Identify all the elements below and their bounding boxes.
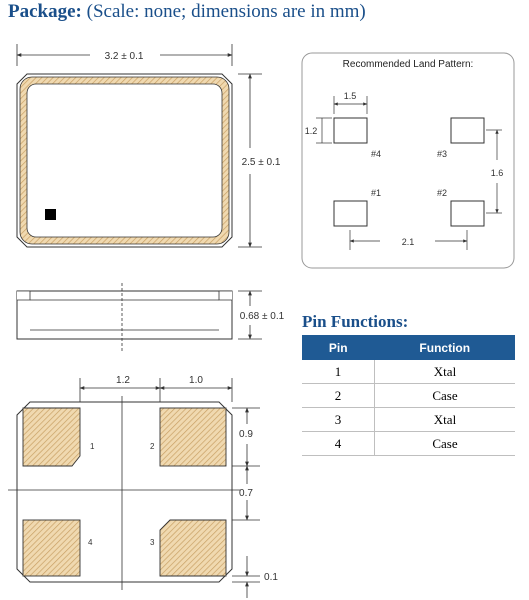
package-label: Package: <box>8 1 82 22</box>
bottom-dim-right: 1.0 <box>189 375 203 386</box>
bottom-dim-edge: 0.1 <box>264 572 278 583</box>
pin-function: Case <box>375 432 516 456</box>
lp-label-1: #1 <box>370 188 382 198</box>
land-pattern-box <box>302 53 514 268</box>
bottom-view <box>8 375 278 598</box>
lp-pad-1 <box>334 201 367 226</box>
bottom-dim-gap: 0.7 <box>239 488 253 499</box>
pin-function: Case <box>375 384 516 408</box>
bottom-dim-pad-height: 0.9 <box>239 429 253 440</box>
bottom-pad-4 <box>23 520 80 576</box>
land-pattern-title: Recommended Land Pattern: <box>342 59 474 70</box>
pin-functions-title: Pin Functions: <box>302 312 409 331</box>
bottom-pad-3 <box>160 520 226 576</box>
package-note: (Scale: none; dimensions are in mm) <box>86 1 366 22</box>
bottom-pin-label-4: 4 <box>88 538 93 547</box>
lp-pad-3 <box>451 118 484 143</box>
pin-number: 2 <box>302 384 375 408</box>
side-thickness-dim: 0.68 ± 0.1 <box>239 311 285 322</box>
lp-label-2: #2 <box>436 188 448 198</box>
pin-number: 4 <box>302 432 375 456</box>
lp-label-4: #4 <box>370 149 382 159</box>
top-width-dim: 3.2 ± 0.1 <box>104 51 144 62</box>
bottom-dim-left: 1.2 <box>116 375 130 386</box>
top-view <box>17 44 281 247</box>
pin-functions-table <box>302 335 515 456</box>
table-row <box>302 360 515 384</box>
pin-number: 3 <box>302 408 375 432</box>
lp-label-3: #3 <box>436 149 448 159</box>
table-row <box>302 384 515 408</box>
pin-function: Xtal <box>375 360 516 384</box>
bottom-pad-1 <box>23 408 80 466</box>
function-column-header: Function <box>375 335 516 360</box>
bottom-pin-label-1: 1 <box>90 442 95 451</box>
bottom-pin-label-2: 2 <box>150 442 155 451</box>
lp-pad-height-dim: 1.2 <box>304 126 318 136</box>
pin-function: Xtal <box>375 408 516 432</box>
land-pattern-panel <box>302 53 514 268</box>
table-header-row <box>302 335 515 360</box>
pin-column-header: Pin <box>302 335 375 360</box>
lp-pad-width-dim: 1.5 <box>343 91 357 101</box>
lp-vertical-pitch-dim: 1.6 <box>490 168 504 178</box>
top-lid <box>27 84 222 237</box>
lp-pad-2 <box>451 201 484 226</box>
side-body <box>17 291 232 339</box>
pin-number: 1 <box>302 360 375 384</box>
bottom-pad-2 <box>160 408 226 466</box>
lp-pad-4 <box>334 118 367 143</box>
bottom-pin-label-3: 3 <box>150 538 155 547</box>
table-row <box>302 408 515 432</box>
pin1-marker <box>45 209 56 220</box>
top-height-dim: 2.5 ± 0.1 <box>241 157 281 168</box>
lp-horizontal-pitch-dim: 2.1 <box>401 237 415 247</box>
side-view <box>17 283 285 353</box>
table-row <box>302 432 515 456</box>
